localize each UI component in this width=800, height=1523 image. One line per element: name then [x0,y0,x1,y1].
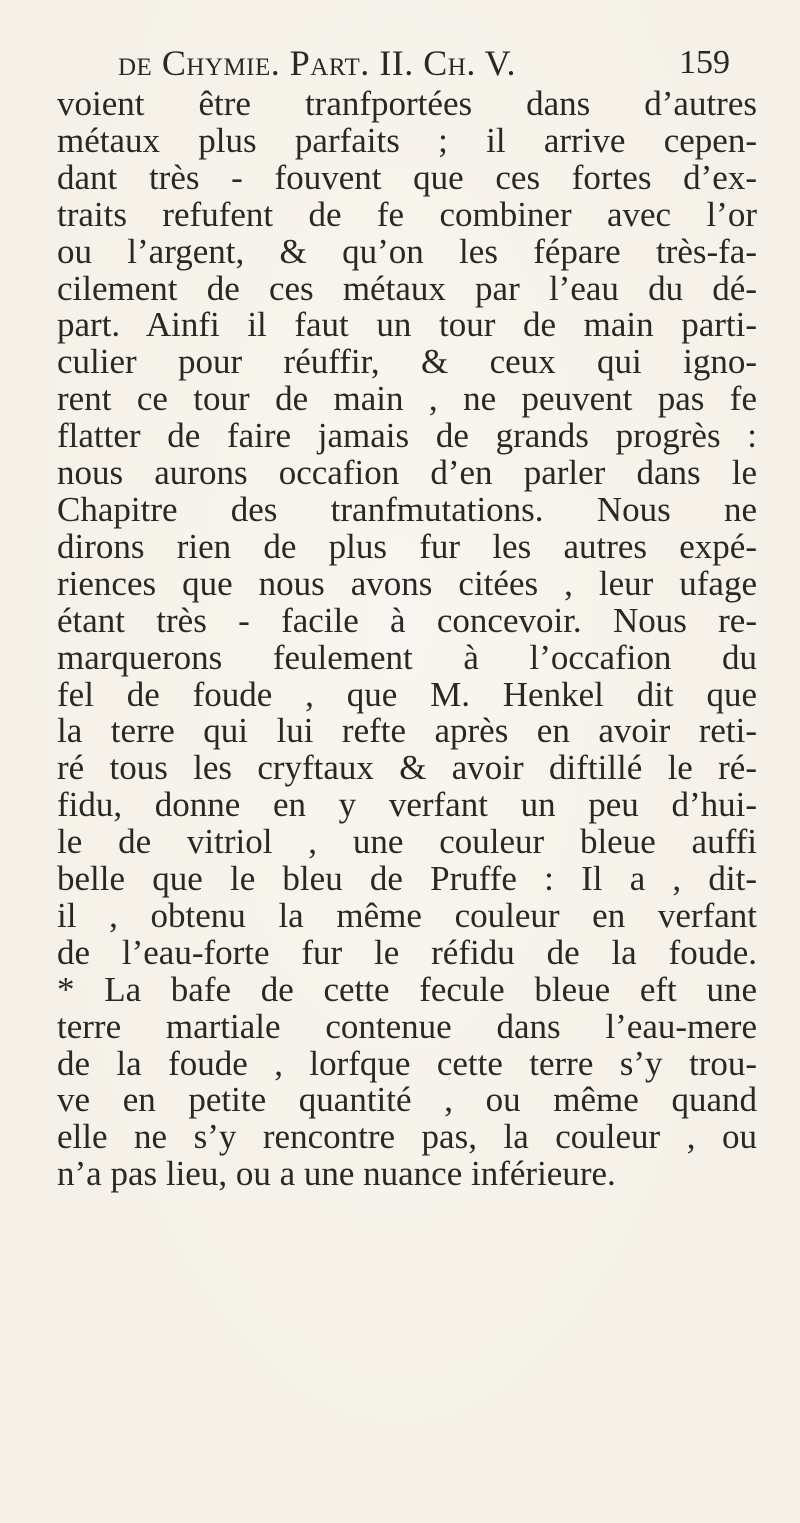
text-line: flatter de faire jamais de grands progrès : [57,416,757,456]
text-line: belle que le bleu de Pruffe : Il a , dit- [57,859,757,899]
text-line: étant très - facile à concevoir. Nous re- [57,600,757,640]
text-line: * La bafe de cette fecule bleue eft une [57,969,757,1009]
text-line: terre martiale contenue dans l’eau-mere [57,1006,757,1046]
body-text [57,86,757,1193]
text-line: de la foude , lorfque cette terre s’y trou- [57,1043,757,1083]
text-line: elle ne s’y rencontre pas, la couleur , ou [57,1117,757,1157]
page-number: 159 [679,44,730,81]
text-line: la terre qui lui refte après en avoir reti- [57,711,757,751]
page-header [100,38,730,88]
running-title: de Chymie. Part. II. Ch. V. [118,43,517,83]
text-line: part. Ainfi il faut un tour de main parti- [57,305,757,345]
text-line: voient être tranfportées dans d’autres [57,84,757,123]
text-line: dirons rien de plus fur les autres expé- [57,526,757,566]
text-line: il , obtenu la même couleur en verfant [57,895,757,935]
text-line: traits refufent de fe combiner avec l’or [57,194,757,234]
text-line: ve en petite quantité , ou même quand [57,1080,757,1120]
text-line: Chapitre des tranfmutations. Nous ne [57,489,757,529]
text-line: fel de foude , que M. Henkel dit que [57,674,757,714]
text-line: ré tous les cryftaux & avoir diftillé le ré- [57,748,757,788]
text-line: ou l’argent, & qu’on les fépare très-fa- [57,231,757,271]
text-line: marquerons feulement à l’occafion du [57,637,757,677]
text-line: cilement de ces métaux par l’eau du dé- [57,268,757,308]
text-line: riences que nous avons citées , leur ufage [57,563,757,603]
text-line: métaux plus parfaits ; il arrive cepen- [57,120,757,160]
text-line: dant très - fouvent que ces fortes d’ex- [57,157,757,197]
text-line: nous aurons occafion d’en parler dans le [57,453,757,493]
text-line: culier pour réuffir, & ceux qui igno- [57,342,757,382]
text-line: de l’eau-forte fur le réfidu de la foude. [57,932,757,972]
text-line: fidu, donne en y verfant un peu d’hui- [57,785,757,825]
text-line: rent ce tour de main , ne peuvent pas fe [57,379,757,419]
text-line: n’a pas lieu, ou a une nuance inférieure. [57,1154,616,1194]
text-line: le de vitriol , une couleur bleue auffi [57,822,757,862]
